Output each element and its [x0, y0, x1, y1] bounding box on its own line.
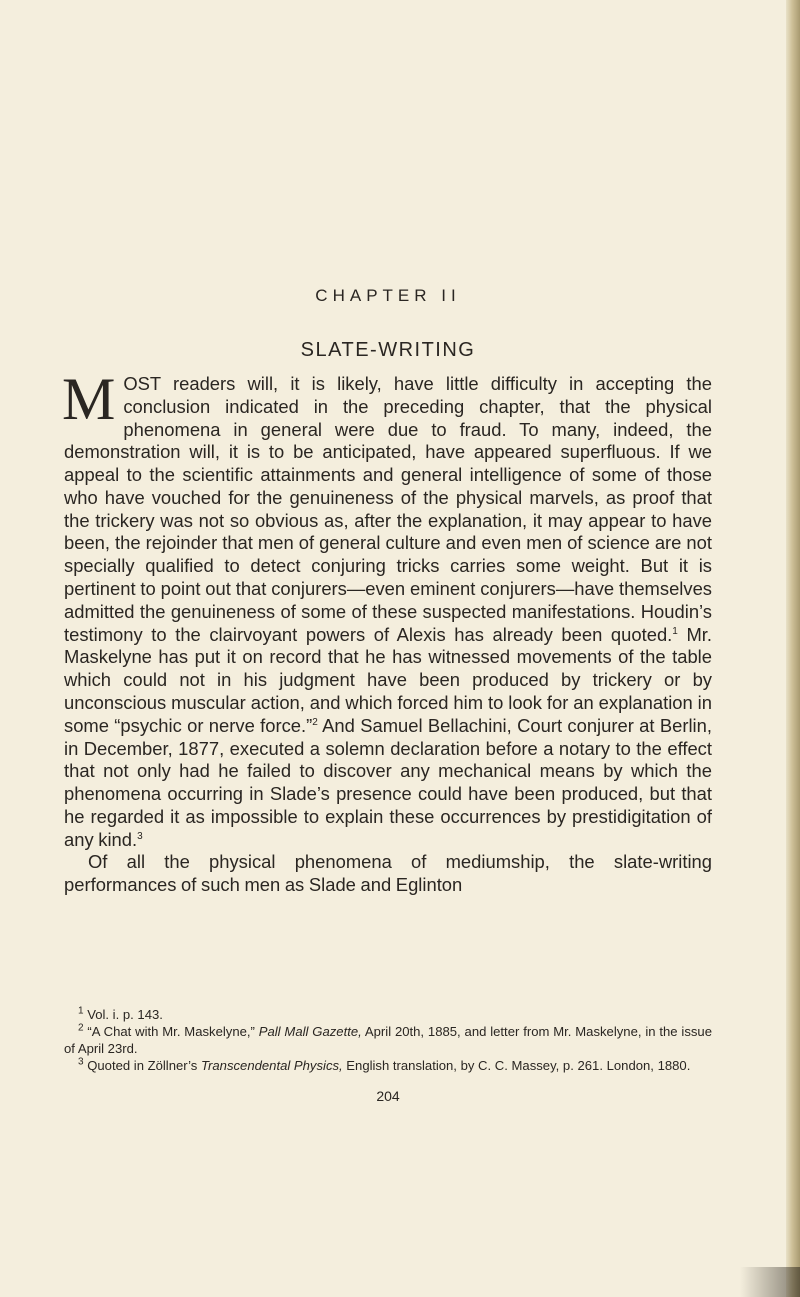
footnote-2-italic: Pall Mall Gazette,: [258, 1024, 362, 1039]
footnote-2-text-b: April 20th, 1885, and letter from Mr. Maskelyne, in the issue of April 23rd.: [64, 1024, 712, 1056]
drop-cap: M: [62, 366, 116, 432]
paragraph-1-text-c: And Samuel Bellachini, Court conjurer at Berlin, in December, 1877, executed a solemn declaration before a notary to the effect that not only had he failed to discover any mechanical means by which the phenomena occurring in Slade’s presence could have been produced, but that he regarded it as impossible to explain these occurrences by prestidigitation of any kind.: [64, 714, 712, 850]
chapter-title: SLATE-WRITING: [300, 339, 476, 361]
footnote-ref-1: 1: [672, 625, 678, 637]
page-edge: [786, 0, 800, 1297]
paragraph-1: [62, 366, 712, 851]
footnote-1: [64, 1006, 712, 1023]
paragraph-1-text-b: Mr. Maskelyne has put it on record that he has witnessed movements of the table which could not in his judgment have been produced by trickery or by unconscious muscular action, and which forced him to look for an explanation in some “psychic or nerve force.”: [64, 623, 712, 736]
body-text: [62, 366, 712, 897]
footnote-ref-3: 3: [137, 830, 143, 842]
footnote-3: [64, 1057, 712, 1074]
footnote-3-number: 3: [78, 1056, 84, 1068]
page-number: 204: [376, 1088, 400, 1104]
page-corner-shadow: [740, 1267, 800, 1297]
footnotes: [64, 1006, 712, 1074]
chapter-label: CHAPTER II: [315, 286, 461, 305]
footnote-3-text-b: English translation, by C. C. Massey, p. 261. London, 1880.: [342, 1058, 691, 1073]
footnote-2-number: 2: [78, 1022, 84, 1034]
footnote-2-text-a: “A Chat with Mr. Maskelyne,”: [83, 1024, 259, 1039]
footnote-ref-2: 2: [312, 716, 318, 728]
footnote-1-text: Vol. i. p. 143.: [83, 1007, 163, 1022]
paragraph-2: Of all the physical phenomena of mediumship, the slate-writing performances of such men as Slade and Eglinton: [64, 851, 712, 896]
paragraph-1-text-a: OST readers will, it is likely, have little difficulty in accepting the conclusion indicated in the preceding chapter, that the physical phenomena in general were due to fraud. To many, indeed, the demonstration will, it is to be anticipated, have appeared superfluous. If we appeal to the scientific attainments and general intelligence of some of those who have vouched for the genuineness of the physical marvels, as proof that the trickery was not so obvious as, after the explanation, it may appear to have been, the rejoinder that men of general culture and even men of science are not specially qualified to detect conjuring tricks carries some weight. But it is pertinent to point out that conjurers—even eminent conjurers—have themselves admitted the genuineness of some of these suspected manifestations. Houdin’s testimony to the clairvoyant powers of Alexis has already been quoted.: [64, 373, 712, 645]
footnote-2: [64, 1023, 712, 1057]
footnote-1-number: 1: [78, 1005, 84, 1017]
footnote-3-text-a: Quoted in Zöllner’s: [83, 1058, 201, 1073]
footnote-3-italic: Transcendental Physics,: [201, 1058, 343, 1073]
